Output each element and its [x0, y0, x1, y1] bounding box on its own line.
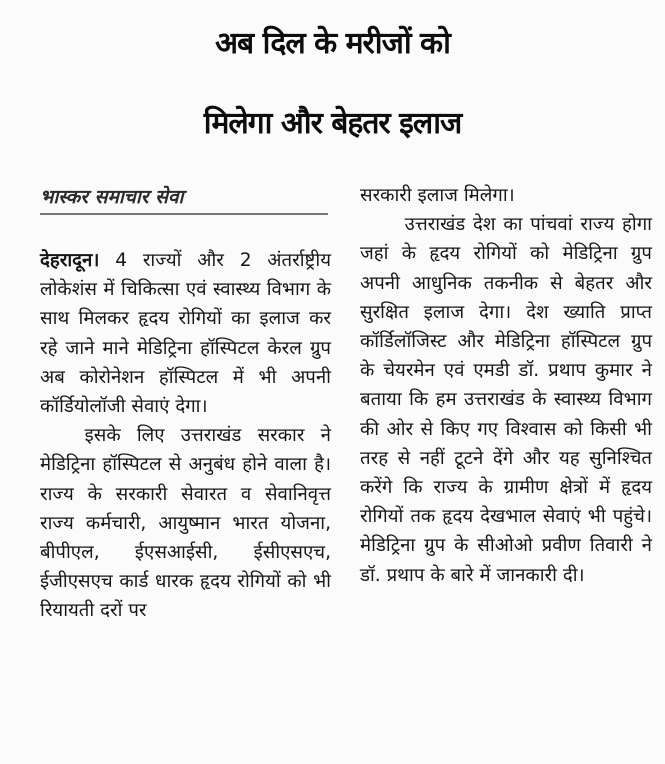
headline — [0, 4, 665, 164]
article-column-right — [360, 181, 652, 590]
headline-line-1: अब दिल के मरीजों को — [215, 26, 450, 61]
paragraph-text: 4 राज्यों और 2 अंतर्राष्ट्रीय लोकेशंस में चिकित्सा एवं स्वास्थ्य विभाग के साथ मिलकर हृदय रोगियों का इलाज कर रहे जाने माने मेडिट्रिना हॉस्पिटल केरल ग्रुप अब कोरोनेशन हॉस्पिटल में भी अपनी कॉर्डियोलॉजी सेवाएं देगा। — [40, 250, 331, 418]
article-column-left — [40, 246, 331, 626]
article-paragraph — [40, 246, 331, 421]
byline: भास्कर समाचार सेवा — [40, 183, 328, 215]
article-paragraph: सरकारी इलाज मिलेगा। — [360, 185, 515, 206]
dateline: देहरादून। — [40, 250, 100, 271]
headline-line-2: मिलेगा और बेहतर इलाज — [203, 106, 462, 141]
article-paragraph: उत्तराखंड देश का पांचवां राज्य होगा जहां के हृदय रोगियों को मेडिट्रिना ग्रुप अपनी आधुनिक तकनीक से बेहतर और सुरक्षित इलाज देगा। देश ख्याति प्राप्त कॉर्डिलॉजिस्ट और मेडिट्रिना हॉस्पिटल ग्रुप के चेयरमेन एवं एमडी डॉ. प्रथाप कुमार ने बताया कि हम उत्तराखंड के स्वास्थ्य विभाग की ओर से किए गए विश्वास को किसी भी तरह से नहीं टूटने देंगे और यह सुनिश्चित करेंगे कि राज्य के ग्रामीण क्षेत्रों में हृदय रोगियों तक हृदय देखभाल सेवाएं भी पहुंचे। मेडिट्रिना ग्रुप के सीओओ प्रवीण तिवारी ने डॉ. प्रथाप के बारे में जानकारी दी। — [360, 214, 652, 586]
article-paragraph: इसके लिए उत्तराखंड सरकार ने मेडिट्रिना हॉस्पिटल से अनुबंध होने वाला है। राज्य के सरकारी सेवारत व सेवानिवृत्त राज्य कर्मचारी, आयुष्मान भारत योजना, बीपीएल, ईएसआईसी, ईसीएसएच, ईजीएसएच कार्ड धारक हृदय रोगियों को भी रियायती दरों पर — [40, 425, 331, 622]
